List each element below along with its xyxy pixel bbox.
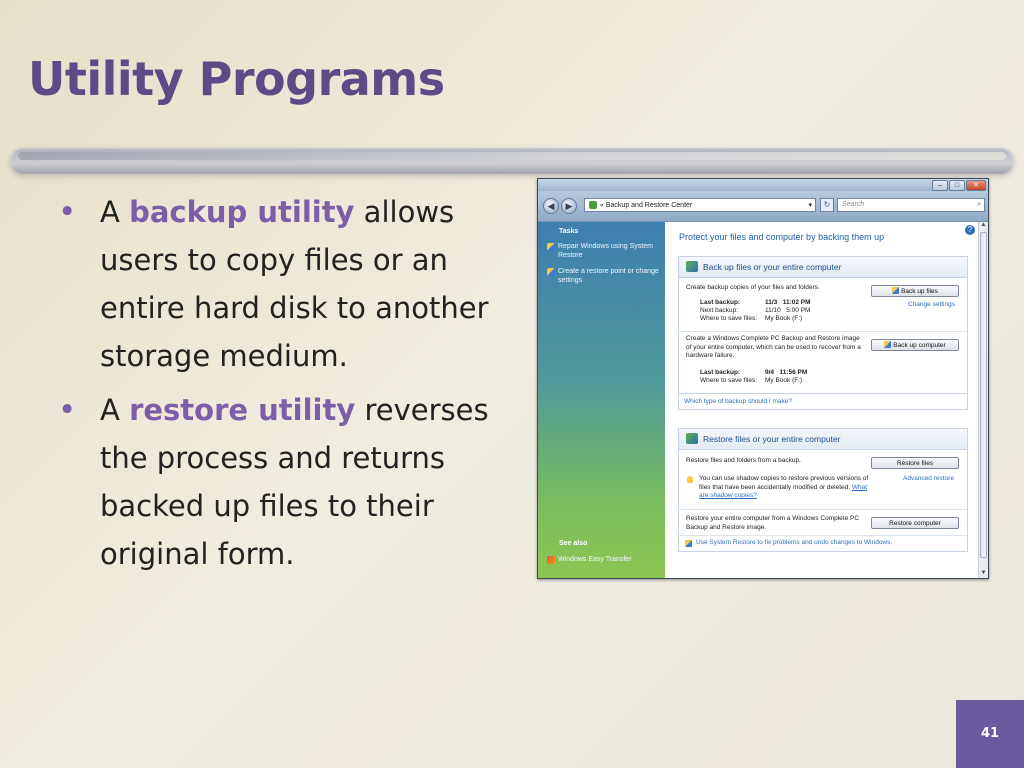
divider (679, 535, 967, 536)
last-backup-value: 11/3 11:02 PM (765, 299, 811, 306)
slide-number: 41 (956, 700, 1024, 768)
refresh-button[interactable]: ↻ (820, 198, 834, 212)
scroll-thumb[interactable] (980, 232, 987, 558)
last-backup-label: Last backup: (700, 299, 741, 306)
button-label: Back up computer (893, 342, 946, 349)
shadow-copies-link[interactable]: What are shadow copies? (699, 483, 868, 499)
restore-icon (686, 433, 698, 444)
bullet-prefix: A (100, 195, 130, 229)
bullet-item (58, 188, 498, 380)
address-dropdown-icon[interactable]: ▾ (808, 202, 812, 209)
shadow-copies-text (699, 475, 869, 501)
backup-computer-description: Create a Windows Complete PC Backup and Restore image of your entire computer, which can be used to recover from a hardware failure. (686, 335, 861, 359)
pc-save-location-label: Where to save files: (700, 377, 758, 384)
button-label: Restore computer (889, 520, 941, 527)
restore-computer-description: Restore your entire computer from a Windows Complete PC Backup and Restore image. (686, 515, 860, 531)
back-up-files-button[interactable] (871, 285, 959, 297)
main-heading: Protect your files and computer by backing them up (679, 232, 885, 242)
pc-save-location-value: My Book (F:) (765, 377, 803, 384)
divider (679, 331, 967, 332)
backup-restore-window (537, 178, 989, 579)
sidebar-see-also-heading: See also (559, 540, 588, 547)
next-backup-label: Next backup: (700, 307, 738, 314)
scroll-up-icon[interactable]: ▲ (980, 222, 987, 228)
restore-files-description: Restore files and folders from a backup. (686, 457, 801, 464)
window-title-bar (538, 179, 988, 191)
restore-section-title: Restore files or your entire computer (703, 434, 841, 444)
bullet-rest: reverses the process and returns backed up files to their original form. (100, 393, 489, 571)
close-button[interactable]: ✕ (966, 180, 986, 191)
pc-last-backup-label: Last backup: (700, 369, 741, 376)
address-bar[interactable] (584, 198, 816, 212)
sidebar-item-label: Repair Windows using System Restore (558, 243, 653, 259)
back-up-computer-button[interactable] (871, 339, 959, 351)
shield-icon (547, 268, 555, 276)
sidebar-tasks-heading: Tasks (559, 228, 579, 235)
shield-icon (685, 540, 692, 547)
save-location-value: My Book (F:) (765, 315, 803, 322)
address-path: Backup and Restore Center (605, 202, 693, 209)
button-label: Restore files (896, 460, 934, 467)
restore-section-header (679, 429, 967, 450)
shield-icon (892, 287, 899, 294)
bullet-list (58, 188, 498, 584)
vertical-scrollbar[interactable] (978, 222, 988, 578)
backup-icon (686, 261, 698, 272)
bullet-item (58, 386, 498, 578)
bullet-text (100, 188, 492, 380)
divider (679, 509, 967, 510)
minimize-button[interactable]: – (932, 180, 948, 191)
address-chevron: « (600, 202, 604, 209)
shield-icon (884, 341, 891, 348)
forward-button[interactable]: ▶ (561, 198, 577, 214)
lightbulb-icon (687, 476, 693, 483)
shield-icon (547, 243, 555, 251)
pc-last-backup-value: 9/4 11:56 PM (765, 369, 808, 376)
sidebar-item-restore-point[interactable] (547, 267, 662, 285)
window-controls (932, 180, 986, 191)
sidebar-item-label: Windows Easy Transfer (558, 556, 632, 563)
restore-files-button[interactable] (871, 457, 959, 469)
shadow-copies-description: You can use shadow copies to restore previous versions of files that have been accidentally modified or deleted. (699, 475, 869, 491)
bullet-text (100, 386, 492, 578)
system-restore-link[interactable]: Use System Restore to fix problems and undo changes to Windows. (696, 539, 893, 546)
sidebar (538, 222, 665, 578)
search-icon[interactable]: ⌕ (977, 201, 981, 208)
bullet-highlight: restore utility (129, 393, 356, 427)
change-settings-link[interactable]: Change settings (908, 301, 955, 308)
scroll-down-icon[interactable]: ▼ (980, 570, 987, 576)
search-placeholder: Search (842, 201, 865, 208)
backup-section (678, 256, 968, 394)
title-divider (10, 148, 1014, 174)
which-backup-type-link[interactable]: Which type of backup should I make? (684, 398, 793, 405)
bullet-rest: allows users to copy files or an entire hard disk to another storage medium. (100, 195, 489, 373)
sidebar-item-label: Create a restore point or change settings (558, 268, 659, 284)
bullet-prefix: A (100, 393, 130, 427)
sidebar-item-easy-transfer[interactable] (547, 555, 662, 564)
backup-type-section (678, 394, 968, 410)
advanced-restore-link[interactable]: Advanced restore (903, 475, 954, 482)
restore-section (678, 428, 968, 552)
search-input[interactable] (837, 198, 985, 212)
save-location-label: Where to save files: (700, 315, 758, 322)
bullet-marker: • (58, 194, 77, 230)
control-panel-icon (589, 201, 597, 209)
transfer-icon (547, 556, 555, 564)
help-icon[interactable]: ? (965, 225, 975, 235)
restore-computer-button[interactable] (871, 517, 959, 529)
main-pane (665, 222, 979, 578)
backup-files-description: Create backup copies of your files and folders. (686, 284, 820, 291)
slide-title: Utility Programs (28, 52, 445, 106)
next-backup-value: 11/10 5:00 PM (765, 307, 811, 314)
button-label: Back up files (901, 288, 938, 295)
sidebar-item-repair-windows[interactable] (547, 242, 662, 260)
backup-section-title: Back up files or your entire computer (703, 262, 842, 272)
maximize-button[interactable]: □ (949, 180, 965, 191)
bullet-highlight: backup utility (129, 195, 355, 229)
address-toolbar (538, 191, 988, 222)
bullet-marker: • (58, 392, 77, 428)
backup-section-header (679, 257, 967, 278)
back-button[interactable]: ◀ (543, 198, 559, 214)
